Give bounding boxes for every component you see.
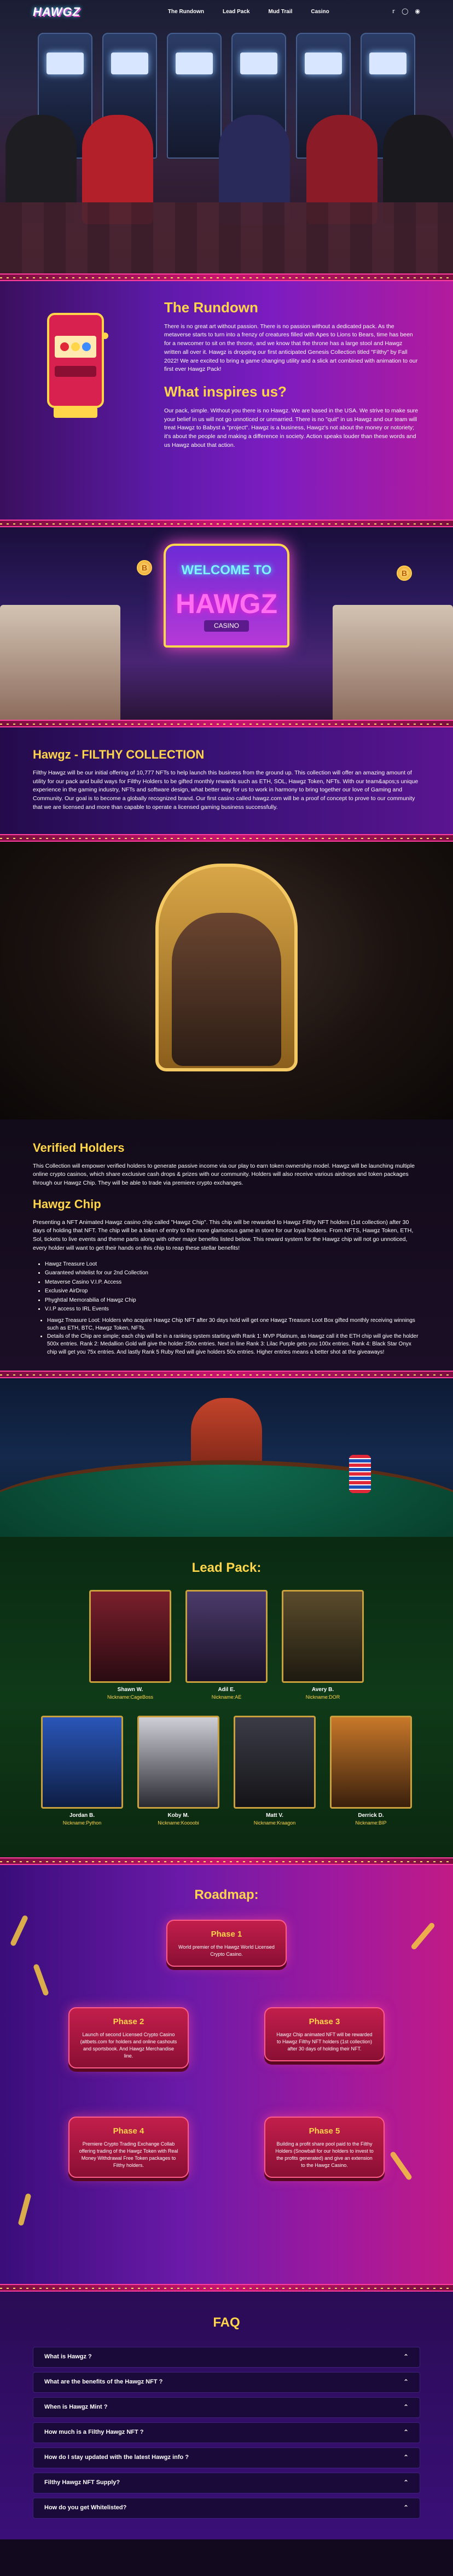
inspires-text: Our pack, simple. Without you there is no Hawgz. We are based in the USA. We strive to make sure your belief in us will not go unnoticed or unmarried. There is no "quit" in us Hawgz and our team will treat Hawgz to Babyst a "project". Hawgz is a business, Hawgz's not about the money or notoriety; it's about the people and making a difference in society. Action speaks louder than these words and us Hawgz about that action. (164, 407, 419, 448)
confetti-ribbon (33, 1963, 49, 1996)
casino-building-left (0, 605, 120, 720)
team-avatar (185, 1590, 268, 1683)
team-name: Koby M. (167, 1812, 189, 1819)
rundown-title: The Rundown (164, 299, 258, 316)
social-links (392, 8, 420, 16)
list-item: • Hawgz Treasure Loot: Holders who acquire Hawgz Chip NFT after 30 days hold will get one Hawgz Treasure Loot Box gifted monthly receiving winnings such as ETH, BTC, Hawgz Token, NFTs. (47, 1317, 420, 1333)
slot-machine (167, 33, 222, 159)
nav-item-lead-pack[interactable]: Lead Pack (223, 8, 250, 15)
confetti-ribbon (410, 1922, 435, 1950)
team-card (89, 1590, 171, 1701)
phase-title: Phase 1 (211, 1930, 242, 1939)
divider-stripe (0, 1857, 453, 1865)
inspires-title: What inspires us? (164, 383, 287, 400)
chevron-up-icon: ⌃ (403, 2453, 409, 2462)
team-name: Jordan B. (69, 1812, 95, 1819)
faq-question: How much is a Filthy Hawgz NFT ? (44, 2428, 144, 2435)
verified-chip-section (0, 1120, 453, 1371)
team-nickname: Nickname:BIP (355, 1820, 387, 1826)
chip-stack (349, 1455, 371, 1493)
crypto-coin-icon: B (397, 566, 412, 581)
chevron-up-icon: ⌃ (403, 2403, 409, 2411)
phase-card-1 (166, 1920, 287, 1967)
faq-item[interactable] (33, 2422, 420, 2443)
boar-king-image (0, 842, 453, 1120)
phase-card-3 (264, 2007, 385, 2061)
faq-question: What are the benefits of the Hawgz NFT ? (44, 2378, 163, 2385)
team-avatar (137, 1716, 219, 1809)
phase-title: Phase 2 (113, 2017, 144, 2027)
team-card (41, 1716, 123, 1827)
list-item: • Guaranteed whitelist for our 2nd Collection (45, 1269, 420, 1278)
chevron-up-icon: ⌃ (403, 2353, 409, 2361)
roadmap-section (0, 1865, 453, 2284)
team-card (234, 1716, 316, 1827)
team-avatar (282, 1590, 364, 1683)
team-row-2 (33, 1716, 420, 1827)
team-card (185, 1590, 268, 1701)
confetti-ribbon (10, 1915, 28, 1947)
faq-question: How do you get Whitelisted? (44, 2504, 127, 2511)
chip-text: Presenting a NFT Animated Hawgz casino chip called "Hawgz Chip". This chip will be rewarded to Hawgz Filthy NFT holders (1st collection) after 30 days of holding that NFT. The chip will be a token of entry to the more glamorous game in store for our loyal holders. From NFTS, Hawgz Token, ETH, Sol, tickets to live events and theme parts along with other major benefits listed below. This reward system for the Hawgz chip will not go unnoticed, every holder will want to get their hands on this chip to reap these stellar benefits! (33, 1219, 414, 1251)
divider-stripe (0, 273, 453, 281)
phase-text: Launch of second Licensed Crypto Casino (altbets.com for holders and online cashouts and sportsbook. And Hawgz Merchandise line. (80, 2031, 177, 2059)
nav-item-rundown[interactable]: The Rundown (167, 8, 204, 15)
faq-title: FAQ (213, 2315, 240, 2330)
table-felt (0, 1460, 453, 1537)
faq-question: When is Hawgz Mint ? (44, 2403, 108, 2410)
brand-text: HAWGZ (175, 588, 278, 619)
list-item: • V.I.P access to IRL Events (45, 1306, 420, 1314)
team-nickname: Nickname:CageBoss (107, 1694, 154, 1700)
casino-building-image (0, 527, 453, 720)
phase-text: Hawgz Chip animated NFT will be rewarded to Hawgz Filthy NFT holders (1st collection) after 30 days of holding their NFT. (276, 2031, 373, 2052)
divider-stripe (0, 720, 453, 727)
team-card (137, 1716, 219, 1827)
discord-icon[interactable]: ◉ (415, 8, 420, 15)
main-nav (168, 8, 329, 16)
nav-item-casino[interactable]: Casino (311, 8, 329, 15)
chip-title: Hawgz Chip (33, 1197, 101, 1211)
rundown-section (0, 281, 453, 520)
divider-stripe (0, 1371, 453, 1378)
welcome-text: WELCOME TO (181, 563, 272, 578)
team-name: Avery B. (311, 1686, 334, 1693)
team-nickname: Nickname:AE (211, 1694, 242, 1700)
chevron-up-icon: ⌃ (403, 2378, 409, 2386)
lead-pack-title: Lead Pack: (191, 1560, 262, 1576)
phase-text: Building a profit share pool paid to the Filthy Holders (Snowball for our holders to invest to the profits generated) and give an extension to the Hawgz Casino. (275, 2141, 374, 2168)
casino-text: CASINO (204, 620, 249, 632)
instagram-icon[interactable]: ◯ (402, 8, 409, 15)
team-nickname: Nickname:DOR (305, 1694, 340, 1700)
phase-title: Phase 5 (309, 2126, 340, 2136)
team-name: Derrick D. (358, 1812, 384, 1819)
welcome-sign (164, 544, 289, 648)
team-card (330, 1716, 412, 1827)
rundown-text: There is no great art without passion. There is no passion without a dedicated pack. As the metaverse starts to turn into a frenzy of creatures filled with Apes to Lions to Bears, time has been for a newcomer to sit on the throne, and we know that the throne has a large stool and Hawgz written all over it. Hawgz is dropping our first anticipated Genesis Collection titled "Filthy" by Fall 2022! We are excited to bring a game changing utility and a slick art combined with animation to our first ever Hawgz Pack! (164, 323, 418, 373)
faq-item[interactable] (33, 2447, 420, 2468)
confetti-ribbon (18, 2193, 31, 2227)
phase-title: Phase 3 (309, 2017, 340, 2027)
team-avatar (330, 1716, 412, 1809)
team-avatar (89, 1590, 171, 1683)
list-item: • Hawgz Treasure Loot (45, 1261, 420, 1269)
phase-card-5 (264, 2117, 385, 2178)
casino-building-right (333, 605, 453, 720)
faq-section (0, 2292, 453, 2539)
nav-item-mud-trail[interactable]: Mud Trail (268, 8, 293, 15)
boar-king-character (172, 913, 281, 1066)
faq-item[interactable] (33, 2473, 420, 2493)
faq-item[interactable] (33, 2347, 420, 2368)
divider-stripe (0, 834, 453, 842)
collection-text: Filthy Hawgz will be our initial offering of 10,777 NFTs to help launch this business from the ground up. This collection will offer an amazing amount of utility for our pack and build ways for Filthy Holders to be gifted monthly rewards such as ETH, SOL, Hawgz Token, NFTs. With our team&apos;s unique experience in the gaming industry, NFTs and software design, what better way for us to work in harmony to bring together our love of Gaming and Community. Our goal is to become a globally recognized brand. Our first casino called hawgz.com will be a proof of concept to prove to our community that we are licensed and more than capable to operate a licensed gaming business successfully. (33, 769, 419, 811)
list-item: • Metaverse Casino V.I.P. Access (45, 1279, 420, 1287)
phase-text: World premier of the Hawgz World Licensed Crypto Casino. (178, 1944, 275, 1957)
team-avatar (234, 1716, 316, 1809)
collection-title: Hawgz - FILTHY COLLECTION (33, 748, 205, 761)
twitter-icon[interactable]: 𝕣 (392, 8, 396, 15)
roadmap-title: Roadmap: (194, 1887, 259, 1903)
casino-floor (0, 202, 453, 273)
list-item: • Exclusive AirDrop (45, 1287, 420, 1296)
team-nickname: Nickname:Kraagon (253, 1820, 296, 1826)
chevron-up-icon: ⌃ (403, 2428, 409, 2437)
chevron-up-icon: ⌃ (403, 2479, 409, 2487)
blackjack-table-image (0, 1378, 453, 1537)
divider-stripe (0, 2284, 453, 2292)
verified-title: Verified Holders (33, 1140, 125, 1155)
phase-card-2 (68, 2007, 189, 2068)
site-logo[interactable]: HAWGZ (33, 5, 80, 19)
divider-stripe (0, 520, 453, 527)
faq-question: What is Hawgz ? (44, 2353, 92, 2360)
faq-question: Filthy Hawgz NFT Supply? (44, 2479, 120, 2486)
chip-benefits-list (45, 1261, 420, 1314)
faq-item[interactable] (33, 2397, 420, 2418)
slot-machine-illustration (43, 303, 108, 423)
faq-item[interactable] (33, 2372, 420, 2393)
faq-question: How do I stay updated with the latest Hawgz info ? (44, 2453, 189, 2461)
team-nickname: Nickname:Koooobi (158, 1820, 199, 1826)
team-avatar (41, 1716, 123, 1809)
chip-details-list (47, 1317, 420, 1357)
team-nickname: Nickname:Python (62, 1820, 102, 1826)
hero-casino-image (0, 0, 453, 273)
crypto-coin-icon: B (137, 560, 152, 575)
team-name: Shawn W. (117, 1686, 143, 1693)
team-row-1 (33, 1590, 420, 1701)
chevron-up-icon: ⌃ (403, 2504, 409, 2512)
phase-text: Premiere Crypto Trading Exchange Collab offering trading of the Hawgz Token with Real Money Withdrawal Free Token packages to Filthy holders. (79, 2141, 178, 2168)
phase-card-4 (68, 2117, 189, 2178)
team-card (282, 1590, 364, 1701)
faq-item[interactable] (33, 2498, 420, 2519)
collection-section (0, 727, 453, 834)
lead-pack-section (0, 1537, 453, 1857)
confetti-ribbon (390, 2151, 413, 2181)
phase-title: Phase 4 (113, 2126, 144, 2136)
list-item: • PhyghtIal Memorabilia of Hawgz Chip (45, 1297, 420, 1305)
verified-text: This Collection will empower verified holders to generate passive income via our play to earn token ownership model. Hawgz will be launching multiple online crypto casinos, which share exclusive cash drops & prizes with our community. Holders will also receive various airdrops and token packages through our Hawgz Chip. They will be able to trade via premiere crypto exchanges. (33, 1162, 415, 1187)
top-navbar (0, 0, 453, 24)
team-name: Adil E. (218, 1686, 235, 1693)
list-item: • Details of the Chip are simple; each chip will be in a ranking system starting with Rank 1: MVP Platinum, as Hawgz call it the ETH chip will give the holder 500x entries. Rank 2: Medallion Gold will give the holder 250x entries. Next in line Rank 3: Lilac Purple gets you 100x entries. Rank 4: Black Star Onyx chip will get you 75x entries. And lastly Rank 5 Ruby Red will give holders 50x entries. Higher entries means a better shot at the giveaways! (47, 1333, 420, 1357)
team-name: Matt V. (266, 1812, 283, 1819)
